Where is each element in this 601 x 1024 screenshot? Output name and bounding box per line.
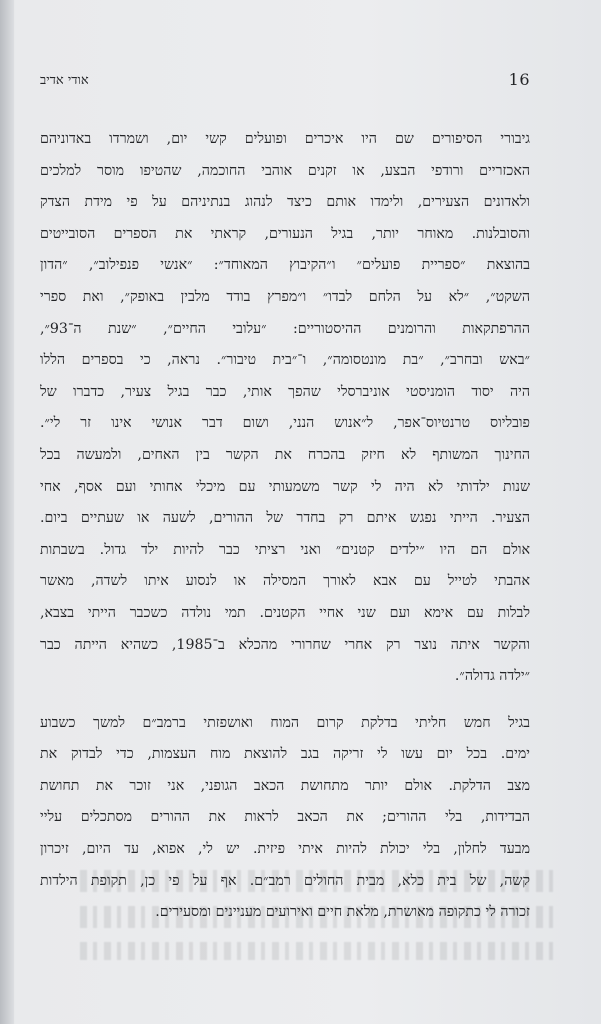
text-line: ימים. בכל יום עשו לי זריקה בגב להוצאת מוח העצמות, כדי לבדוק את	[40, 746, 530, 763]
text-line: ״באש ובחרב״, ״בת מונטסומה״, ו־״בית טיבור״. נראה, כי בספרים הללו	[40, 352, 530, 369]
text-line: מבעד לחלון, בלי יכולת להיות איתי פיזית. יש לי, אפוא, עד היום, זיכרון	[40, 841, 530, 858]
body-text	[40, 124, 530, 929]
text-line: בהוצאת ״ספריית פועלים״ ו״הקיבוץ המאוחד״: ״אנשי פנפילוב״, ״הדון	[40, 257, 530, 274]
text-line: פובליוס טרנטיוס־אפר, ל״אנוש הנני, ושום דבר אנושי אינו זר לי״.	[40, 415, 530, 432]
text-line: ולאדונים הצעירים, ולימדו אותם כיצד לנהוג בנתיניהם על פי מידת הצדק	[40, 194, 530, 211]
text-line: אולם הם היו ״ילדים קטנים״ ואני רציתי כבר להיות ילד גדול. בשבתות	[40, 541, 530, 558]
page-spine-shadow	[0, 0, 14, 1024]
text-line: השקט״, ״לא על הלחם לבדו״ ו״מפרץ בודד מלבין באופק״, ואת ספרי	[40, 288, 530, 305]
page-number: 16	[508, 70, 530, 89]
text-line: הצעיר. הייתי נפגש איתם רק בחדר של ההורים, לשעה או שעתיים ביום.	[40, 510, 530, 527]
text-line: אהבתי לטייל עם אבא לאורך המסילה או לנסוע איתו לשדה, מאשר	[40, 573, 530, 590]
paragraph-2	[40, 708, 530, 929]
text-line: ״ילדה גדולה״.	[454, 668, 530, 685]
page-header	[40, 70, 530, 94]
running-head-author: אודי אדיב	[40, 73, 89, 88]
text-line: האכזריים ורודפי הבצע, או זקנים אוהבי החוכמה, שהטיפו מוסר למלכים	[40, 162, 530, 179]
text-line: בגיל חמש חליתי בדלקת קרום המוח ואושפזתי ברמב״ם למשך כשבוע	[40, 714, 530, 731]
text-line: ההרפתקאות והרומנים ההיסטוריים: ״עלובי החיים״, ״שנת ה־93״,	[40, 320, 530, 337]
text-line: לבלות עם אימא ועם שני אחיי הקטנים. תמי נולדה כשכבר הייתי בצבא,	[40, 604, 530, 621]
text-line: החינוך המשותף לא חיזק בהכרח את הקשר בין האחים, ולמעשה בכל	[40, 446, 530, 463]
text-line: הבדידות, בלי ההורים; את הכאב לראות את ההורים מסתכלים עליי	[40, 809, 530, 826]
paragraph-1	[40, 124, 530, 693]
text-line: מצב הדלקת. אולם יותר מתחושת הכאב הגופני, אני זוכר את תחושת	[40, 777, 530, 794]
text-line: היה יסוד הומניסטי אוניברסלי שהפך אותי, כבר בגיל צעיר, כדברו של	[40, 383, 530, 400]
text-line: קשה, של בית כלא, מבית החולים רמב״ם. אף על פי כן, תקופת הילדות	[40, 872, 530, 889]
text-line: והקשר איתה נוצר רק אחרי שחרורי מהכלא ב־1985, כשהיא הייתה כבר	[40, 636, 530, 653]
text-line: והסובלנות. מאוחר יותר, בגיל הנעורים, קראתי את הספרים הסובייטים	[40, 225, 530, 242]
text-line: גיבורי הסיפורים שם היו איכרים ופועלים קשי יום, ושמרדו באדוניהם	[40, 131, 530, 147]
text-line: שנות ילדותי לא היה לי קשר משמעותי עם מיכלי אחותי ועם אסף, אחי	[40, 478, 530, 495]
text-line: זכורה לי כתקופה מאושרת, מלאת חיים ואירועים מעניינים ומסעירים.	[155, 904, 530, 921]
